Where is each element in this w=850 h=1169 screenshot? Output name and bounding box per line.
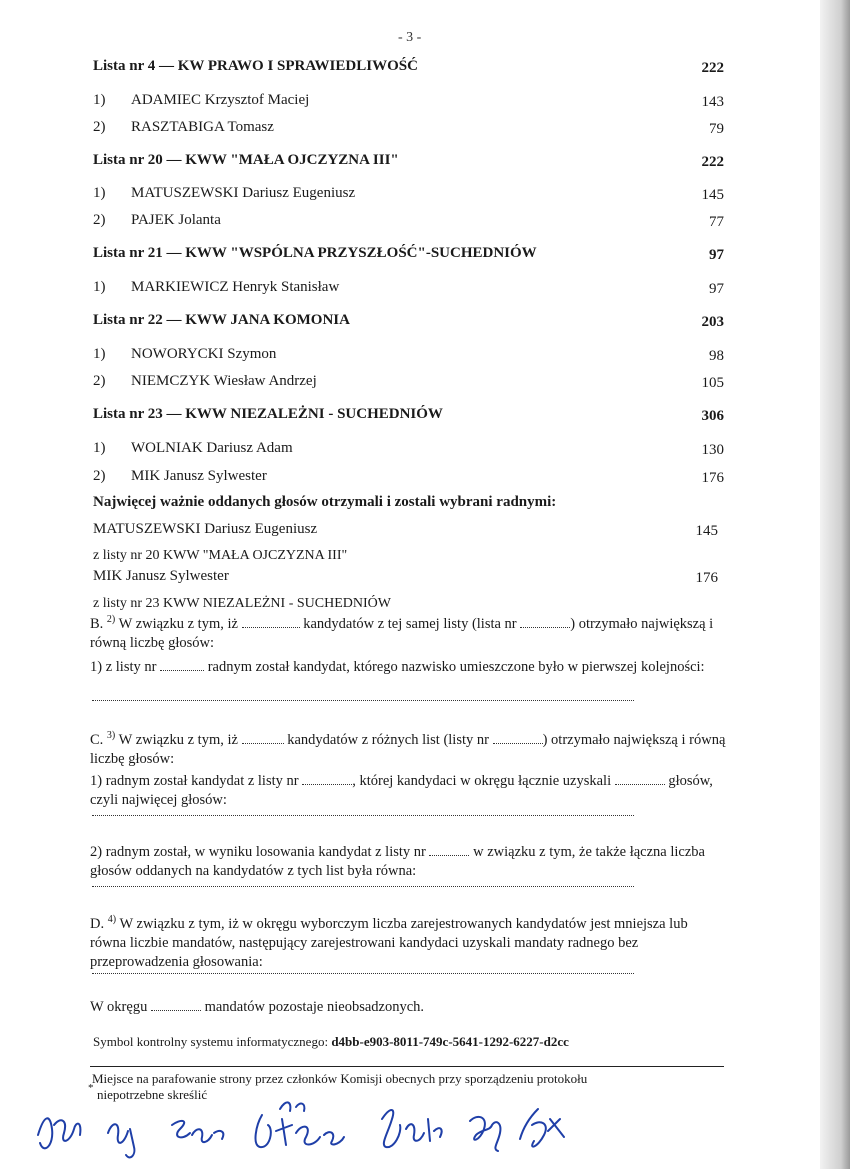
- section-text: kandydatów z tej samej listy (lista nr: [303, 615, 517, 632]
- page-number: - 3 -: [398, 30, 422, 45]
- section-text: 2) radnym został, w wyniku losowania kandydat z listy nr: [90, 844, 426, 860]
- candidate-votes: 176: [701, 470, 724, 486]
- list-total: 222: [701, 60, 724, 76]
- section-text: radnym został kandydat, którego nazwisko umieszczone było w pierwszej kolejności:: [207, 659, 705, 675]
- list-header: Lista nr 22 — KWW JANA KOMONIA: [93, 312, 350, 328]
- candidate-votes: 77: [709, 214, 724, 230]
- footer-rule: [90, 1066, 724, 1067]
- section-text: 1) radnym został kandydat z listy nr: [90, 773, 299, 789]
- candidate-votes: 130: [701, 442, 724, 458]
- candidate-votes: 97: [709, 281, 724, 297]
- list-header: Lista nr 23 — KWW NIEZALEŻNI - SUCHEDNIÓW: [93, 406, 443, 422]
- blank-field: [151, 1000, 201, 1011]
- footnote-ref: 3): [106, 730, 116, 741]
- blank-line: [92, 815, 634, 816]
- blank-field: [160, 660, 204, 671]
- section-b: [90, 610, 726, 653]
- unfilled-mandates: [90, 998, 726, 1017]
- blank-line: [92, 886, 634, 887]
- candidate-votes: 98: [709, 348, 724, 364]
- section-letter: D.: [90, 915, 105, 932]
- blank-field: [242, 733, 284, 744]
- signatures-image: [30, 1085, 790, 1169]
- candidate-name: PAJEK Jolanta: [131, 212, 221, 228]
- footer-initials-note: Miejsce na parafowanie strony przez członków Komisji obecnych przy sporządzeniu protokołu: [92, 1071, 588, 1086]
- list-total: 306: [701, 408, 724, 424]
- section-letter: C.: [90, 731, 104, 748]
- section-b-item: [90, 658, 726, 677]
- candidate-number: 1): [93, 346, 106, 362]
- candidate-votes: 105: [701, 375, 724, 391]
- footnote-ref: 4): [107, 914, 117, 925]
- section-text: 1) z listy nr: [90, 659, 157, 675]
- section-text: ) otrzymało największą i równą liczbę głosów:: [90, 731, 726, 767]
- elected-list: z listy nr 23 KWW NIEZALEŻNI - SUCHEDNIÓW: [93, 596, 391, 611]
- elected-heading: Najwięcej ważnie oddanych głosów otrzymali i zostali wybrani radnymi:: [93, 494, 557, 510]
- list-total: 203: [701, 314, 724, 330]
- blank-field: [520, 617, 570, 628]
- candidate-name: NIEMCZYK Wiesław Andrzej: [131, 373, 317, 389]
- candidate-name: ADAMIEC Krzysztof Maciej: [131, 92, 310, 108]
- section-d: [90, 910, 726, 972]
- elected-name: MIK Janusz Sylwester: [93, 568, 229, 584]
- blank-field: [615, 774, 665, 785]
- section-c-item-1: [90, 772, 726, 810]
- section-text: W związku z tym, iż w okręgu wyborczym liczba zarejestrowanych kandydatów jest mniejsza lub równa liczbie mandatów, następujący zarejestrowani kandydaci uzyskali mandaty radnego bez przeprowadzenia głosowania:: [90, 915, 688, 970]
- control-value: d4bb-e903-8011-749c-5641-1292-6227-d2cc: [331, 1034, 569, 1049]
- elected-votes: 145: [695, 523, 718, 539]
- candidate-votes: 79: [709, 121, 724, 137]
- candidate-number: 2): [93, 119, 106, 135]
- footer-strike-note: niepotrzebne skreślić: [97, 1087, 208, 1102]
- list-total: 222: [701, 154, 724, 170]
- section-text: w związku z tym, że także łączna liczba głosów oddanych na kandydatów z tych list była równa:: [90, 844, 705, 879]
- footnote-ref: 2): [106, 614, 116, 625]
- candidate-number: 2): [93, 373, 106, 389]
- blank-field: [429, 845, 469, 856]
- section-c: [90, 726, 726, 769]
- section-text: kandydatów z różnych list (listy nr: [287, 731, 489, 748]
- candidate-number: 1): [93, 185, 106, 201]
- candidate-name: RASZTABIGA Tomasz: [131, 119, 274, 135]
- control-symbol: [93, 1034, 569, 1050]
- section-text: W związku z tym, iż: [118, 731, 238, 748]
- elected-votes: 176: [695, 570, 718, 586]
- section-text: W związku z tym, iż: [118, 615, 238, 632]
- candidate-number: 2): [93, 468, 106, 484]
- blank-line: [92, 973, 634, 974]
- control-label: Symbol kontrolny systemu informatycznego:: [93, 1034, 329, 1049]
- blank-field: [302, 774, 352, 785]
- candidate-name: NOWORYCKI Szymon: [131, 346, 277, 362]
- elected-name: MATUSZEWSKI Dariusz Eugeniusz: [93, 521, 318, 537]
- blank-field: [242, 617, 300, 628]
- section-c-item-2: [90, 843, 726, 881]
- list-header: Lista nr 4 — KW PRAWO I SPRAWIEDLIWOŚĆ: [93, 58, 418, 74]
- list-header: Lista nr 21 — KWW "WSPÓLNA PRZYSZŁOŚĆ"-SUCHEDNIÓW: [93, 245, 537, 261]
- section-text: głosów, czyli najwięcej głosów:: [90, 773, 713, 808]
- elected-list: z listy nr 20 KWW "MAŁA OJCZYZNA III": [93, 548, 348, 563]
- blank-field: [493, 733, 543, 744]
- scan-edge-shadow: [820, 0, 850, 1169]
- footnote-star: *: [88, 1082, 94, 1094]
- candidate-number: 1): [93, 279, 106, 295]
- candidate-votes: 143: [701, 94, 724, 110]
- candidate-name: WOLNIAK Dariusz Adam: [131, 440, 293, 456]
- blank-line: [92, 700, 634, 701]
- candidate-votes: 145: [701, 187, 724, 203]
- section-text: , której kandydaci w okręgu łącznie uzyskali: [352, 773, 612, 789]
- candidate-number: 1): [93, 92, 106, 108]
- candidate-name: MATUSZEWSKI Dariusz Eugeniusz: [131, 185, 356, 201]
- candidate-name: MARKIEWICZ Henryk Stanisław: [131, 279, 340, 295]
- list-total: 97: [709, 247, 724, 263]
- candidate-number: 1): [93, 440, 106, 456]
- list-header: Lista nr 20 — KWW "MAŁA OJCZYZNA III": [93, 152, 399, 168]
- section-letter: B.: [90, 615, 104, 632]
- section-text: ) otrzymało największą i równą liczbę głosów:: [90, 615, 714, 651]
- section-text: W okręgu: [90, 999, 148, 1015]
- candidate-number: 2): [93, 212, 106, 228]
- section-text: mandatów pozostaje nieobsadzonych.: [204, 999, 425, 1015]
- candidate-name: MIK Janusz Sylwester: [131, 468, 267, 484]
